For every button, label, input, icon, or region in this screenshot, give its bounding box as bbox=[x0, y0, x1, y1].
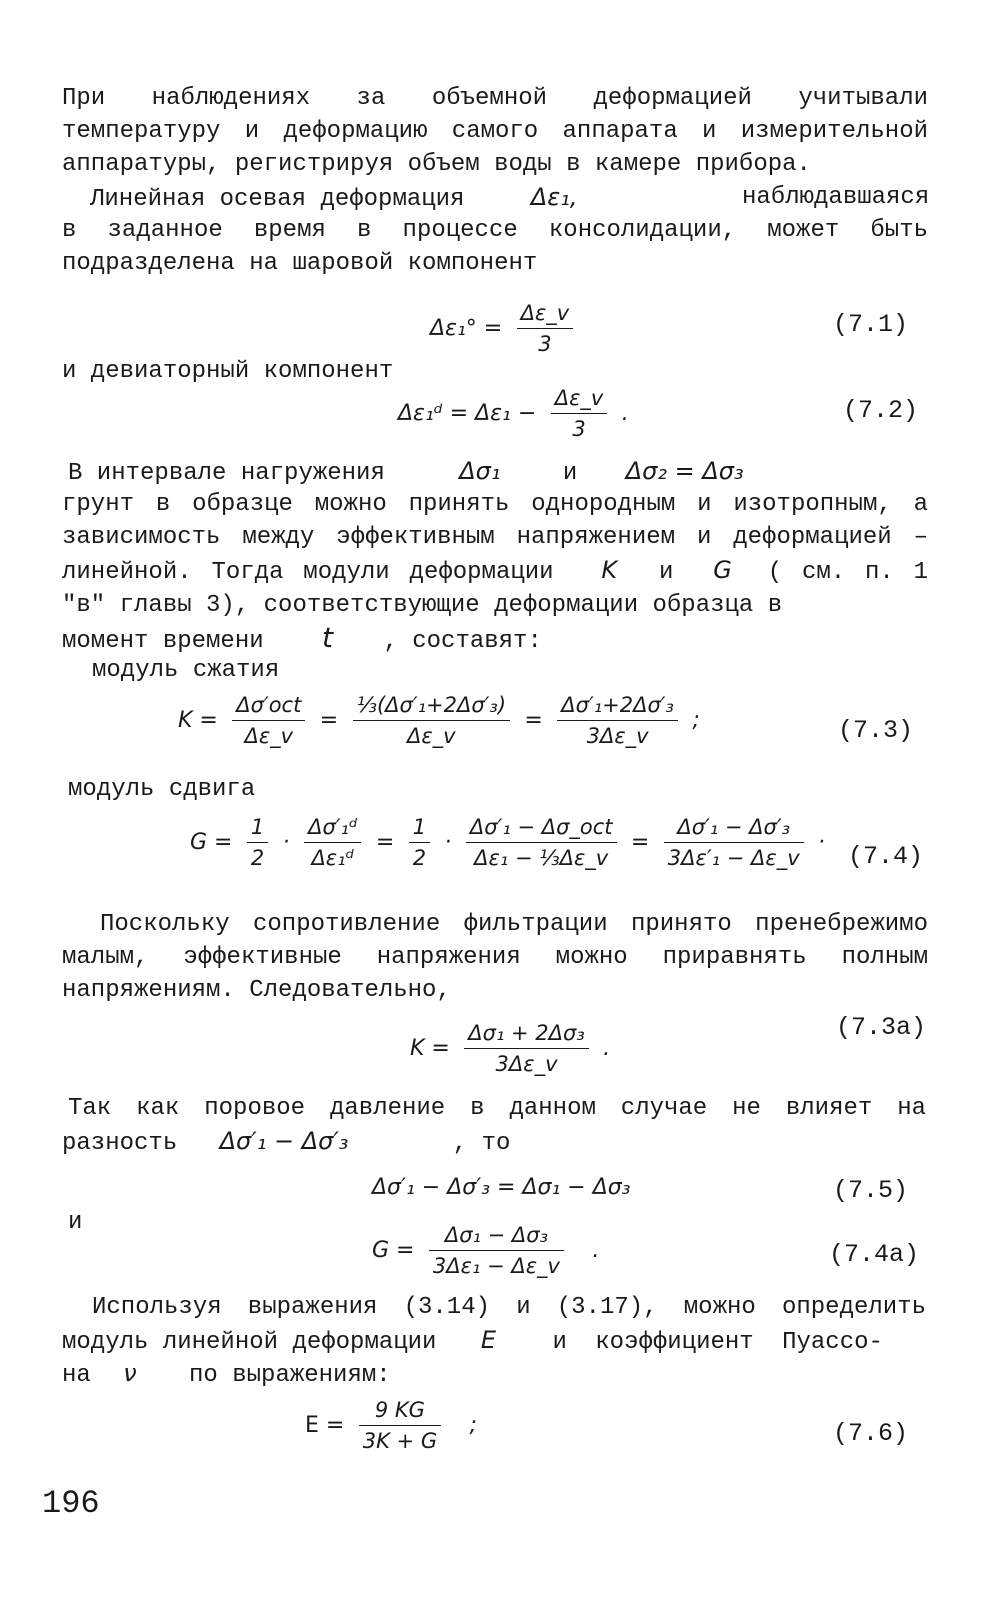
modulus-k-symbol: K bbox=[601, 556, 618, 584]
equation-number-7-1: (7.1) bbox=[833, 310, 909, 339]
eq-tail: . bbox=[592, 1238, 600, 1263]
paragraph-4: Поскольку сопротивление фильтрации принято пренебрежимо малым, эффективные напряжения можно приравнять полным напряжениям. Следовательно, bbox=[62, 911, 928, 1004]
fraction bbox=[517, 298, 574, 359]
denominator: 3K + G bbox=[362, 1429, 438, 1453]
numerator: Δε_v bbox=[517, 298, 574, 329]
denominator: 2 bbox=[412, 846, 427, 870]
text: разность bbox=[62, 1130, 178, 1157]
equals: = bbox=[375, 830, 395, 855]
equation-number-7-2: (7.2) bbox=[843, 396, 919, 425]
text-and: и bbox=[68, 1209, 83, 1236]
dot: · bbox=[444, 830, 452, 855]
denominator: 3 bbox=[538, 332, 552, 356]
fraction-3 bbox=[409, 812, 430, 873]
fraction-5 bbox=[664, 812, 804, 873]
numerator: Δσ′₁+2Δσ′₃ bbox=[557, 690, 678, 721]
paragraph-3 bbox=[62, 488, 928, 622]
paragraph-3-line-last bbox=[62, 621, 542, 658]
numerator: Δσ₁ + 2Δσ₃ bbox=[464, 1018, 589, 1049]
fraction-4 bbox=[466, 812, 617, 873]
numerator: 9 KG bbox=[359, 1395, 441, 1426]
numerator: Δσ₁ − Δσ₃ bbox=[429, 1220, 564, 1251]
text: и bbox=[659, 559, 674, 586]
equation-7-3a bbox=[410, 1018, 610, 1079]
paragraph-6-line-1: Используя выражения (3.14) и (3.17), можно определить bbox=[92, 1294, 926, 1321]
eq-body: Δσ′₁ − Δσ′₃ = Δσ₁ − Δσ₃ bbox=[372, 1175, 631, 1201]
denominator: 2 bbox=[250, 846, 265, 870]
text: и bbox=[562, 460, 578, 487]
text: , составят: bbox=[383, 628, 542, 655]
numerator: 1 bbox=[247, 812, 268, 843]
equation-7-5 bbox=[372, 1175, 631, 1202]
equation-7-2 bbox=[398, 383, 629, 444]
paragraph-6-line-2 bbox=[62, 1324, 928, 1359]
time-symbol: t bbox=[322, 621, 334, 654]
equation-number-7-6: (7.6) bbox=[833, 1419, 909, 1448]
text: модуль линейной деформации bbox=[62, 1329, 437, 1356]
eq-tail: ; bbox=[469, 1413, 477, 1438]
page-number: 196 bbox=[42, 1485, 100, 1522]
equation-number-7-5: (7.5) bbox=[833, 1176, 909, 1205]
label-shear-modulus: модуль сдвига bbox=[68, 776, 256, 803]
eq-tail: · bbox=[818, 830, 826, 855]
fraction-3 bbox=[557, 690, 678, 751]
paragraph-5-line-2 bbox=[62, 1125, 510, 1160]
numerator: 1 bbox=[409, 812, 430, 843]
poisson-ratio-symbol: ν bbox=[123, 1359, 137, 1387]
eq-lhs: Δε₁ᵈ = Δε₁ − bbox=[398, 401, 537, 426]
fraction-2 bbox=[353, 690, 510, 751]
sigma-1-symbol: Δσ₁ bbox=[459, 457, 501, 485]
eq-lhs: K = bbox=[410, 1036, 450, 1061]
fraction bbox=[551, 383, 608, 444]
denominator: 3Δε_v bbox=[586, 724, 649, 748]
equation-7-6 bbox=[305, 1395, 477, 1456]
stress-difference-symbol: Δσ′₁ − Δσ′₃ bbox=[219, 1127, 349, 1155]
equation-number-7-4a: (7.4а) bbox=[829, 1240, 920, 1269]
text: , то bbox=[452, 1130, 511, 1157]
label-bulk-modulus: модуль сжатия bbox=[92, 657, 280, 684]
fraction-2 bbox=[304, 812, 361, 873]
text: Линейная осевая деформация bbox=[90, 186, 465, 213]
paragraph-3-line-1 bbox=[68, 455, 744, 490]
modulus-g-symbol: G bbox=[713, 556, 732, 584]
equation-7-4a bbox=[372, 1220, 599, 1281]
denominator: 3Δε′₁ − Δε_v bbox=[667, 846, 800, 870]
equation-7-4 bbox=[190, 812, 825, 873]
eq-tail: ; bbox=[692, 708, 700, 733]
denominator: Δε_v bbox=[244, 724, 294, 748]
equals: = bbox=[524, 708, 543, 733]
paragraph-5-line-1: Так как поровое давление в данном случае не влияет на bbox=[68, 1095, 926, 1122]
paragraph-2: наблюдавшаяся в заданное время в процессе консолидации, может быть подразделена на шаровой компонент bbox=[62, 184, 930, 277]
equation-7-1 bbox=[430, 298, 573, 359]
text: грунт в образце можно принять однородным и изотропным, а зависимость между эффективным напряжением и деформацией – линейной. Тогда модули деформации bbox=[62, 491, 928, 586]
denominator: Δε₁ − ⅓Δε_v bbox=[474, 846, 609, 870]
equation-7-3 bbox=[178, 690, 700, 751]
numerator: Δσ′oct bbox=[232, 690, 305, 721]
eq-lhs: K = bbox=[178, 708, 218, 733]
eq-lhs: G = bbox=[190, 830, 233, 855]
equals: = bbox=[630, 830, 650, 855]
fraction bbox=[429, 1220, 564, 1281]
text: на bbox=[62, 1362, 91, 1389]
fraction-1 bbox=[232, 690, 305, 751]
eq-lhs: E = bbox=[305, 1413, 345, 1438]
denominator: 3Δε₁ − Δε_v bbox=[432, 1254, 560, 1278]
equation-number-7-3: (7.3) bbox=[838, 716, 914, 745]
equals: = bbox=[319, 708, 339, 733]
denominator: 3Δε_v bbox=[495, 1052, 558, 1076]
paragraph-1: При наблюдениях за объемной деформацией учитывали температуру и деформацию самого аппарата и измерительной аппаратуры, регистрируя объем воды в камере прибора. bbox=[62, 85, 928, 178]
axial-strain-symbol: Δε₁, bbox=[530, 183, 578, 211]
equation-number-7-4: (7.4) bbox=[848, 842, 924, 871]
paragraph-6-line-3 bbox=[62, 1357, 391, 1392]
eq-tail: . bbox=[603, 1036, 611, 1061]
denominator: Δε₁ᵈ bbox=[311, 846, 355, 870]
numerator: Δσ′₁ᵈ bbox=[304, 812, 361, 843]
denominator: 3 bbox=[572, 417, 586, 441]
eq-tail: . bbox=[621, 401, 629, 426]
fraction bbox=[359, 1395, 441, 1456]
denominator: Δε_v bbox=[406, 724, 456, 748]
text: и коэффициент Пуассо- bbox=[552, 1329, 883, 1356]
numerator: Δε_v bbox=[551, 383, 608, 414]
numerator: ⅓(Δσ′₁+2Δσ′₃) bbox=[353, 690, 510, 721]
young-modulus-symbol: E bbox=[480, 1326, 497, 1354]
text-deviatoric: и девиаторный компонент bbox=[62, 358, 394, 385]
fraction-1 bbox=[247, 812, 268, 873]
text: ( см. п. 1 ″в″ главы 3), соответствующие деформации образца в bbox=[62, 559, 929, 619]
eq-lhs: Δε₁° = bbox=[430, 316, 503, 341]
text: момент времени bbox=[62, 628, 264, 655]
eq-lhs: G = bbox=[372, 1238, 415, 1263]
numerator: Δσ′₁ − Δσ_oct bbox=[466, 812, 617, 843]
fraction bbox=[464, 1018, 589, 1079]
text: по выражениям: bbox=[189, 1362, 391, 1389]
equation-number-7-3a: (7.3а) bbox=[836, 1013, 927, 1042]
sigma-2-3-symbol: Δσ₂ = Δσ₃ bbox=[625, 457, 744, 485]
text: В интервале нагружения bbox=[68, 460, 385, 487]
numerator: Δσ′₁ − Δσ′₃ bbox=[664, 812, 804, 843]
dot: · bbox=[282, 830, 290, 855]
